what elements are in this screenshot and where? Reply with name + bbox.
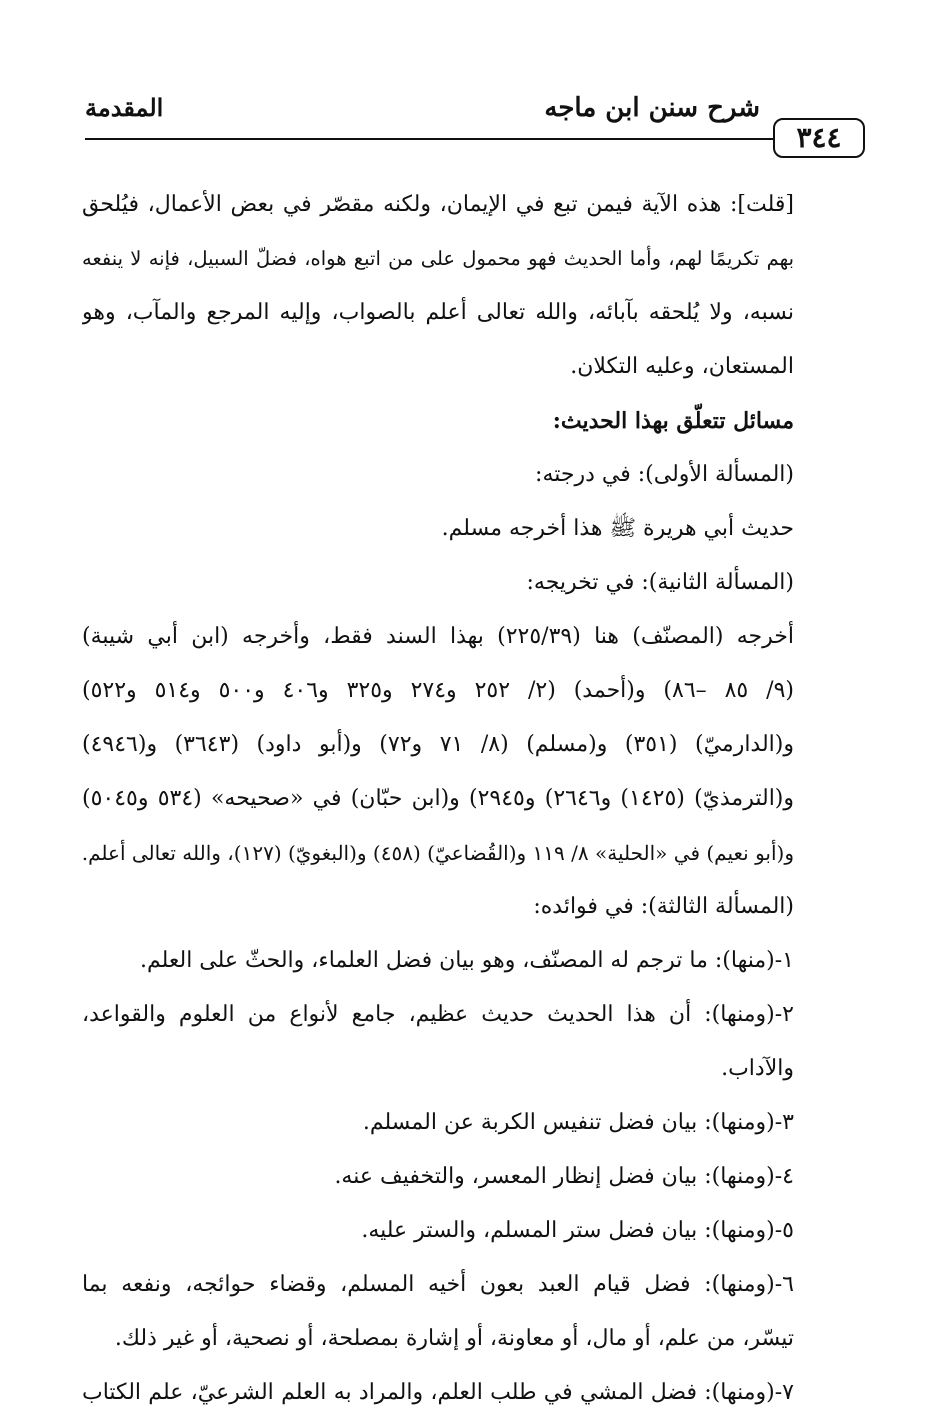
page-body xyxy=(82,178,794,1420)
list-item: ١-(منها): ما ترجم له المصنّف، وهو بيان فضل العلماء، والحثّ على العلم. xyxy=(139,948,794,973)
text-line: والآداب. xyxy=(721,1056,794,1081)
text-line: المستعان، وعليه التكلان. xyxy=(570,354,794,379)
list-item: ٦-(ومنها): فضل قيام العبد بعون أخيه المسلم، وقضاء حوائجه، ونفعه بما xyxy=(82,1272,794,1297)
section-heading: مسائل تتعلّق بهذا الحديث: xyxy=(552,408,794,434)
page-number: ٣٤٤ xyxy=(773,118,865,158)
list-item: ٧-(ومنها): فضل المشي في طلب العلم، والمراد به العلم الشرعيّ، علم الكتاب xyxy=(82,1380,794,1405)
text-line: و(الترمذيّ) (١٤٢٥) و٢٦٤٦) و٢٩٤٥) و(ابن حبّان) في «صحيحه» (٥٣٤ و٥٠٤٥) xyxy=(82,786,794,811)
text-line: و(الدارميّ) (٣٥١) و(مسلم) (٨/ ٧١ و٧٢) و(أبو داود) (٣٦٤٣) و(٤٩٤٦) xyxy=(82,732,794,757)
issue-heading: (المسألة الثانية): في تخريجه: xyxy=(526,570,794,595)
text-line: بهم تكريمًا لهم، وأما الحديث فهو محمول على من اتبع هواه، فضلّ السبيل، فإنه لا ينفعه xyxy=(82,247,794,270)
issue-heading: (المسألة الأولى): في درجته: xyxy=(535,462,794,487)
text-line: و(أبو نعيم) في «الحلية» ٨/ ١١٩ و(القُضاعيّ) (٤٥٨) و(البغويّ) (١٢٧)، والله تعالى أعلم. xyxy=(82,841,794,865)
list-item: ٥-(ومنها): بيان فضل ستر المسلم، والستر عليه. xyxy=(361,1218,794,1243)
text-line: [قلت]: هذه الآية فيمن تبع في الإيمان، ولكنه مقصّر في بعض الأعمال، فيُلحق xyxy=(82,192,794,217)
text-line: نسبه، ولا يُلحقه بآبائه، والله تعالى أعلم بالصواب، وإليه المرجع والمآب، وهو xyxy=(82,300,794,325)
issue-heading: (المسألة الثالثة): في فوائده: xyxy=(533,894,794,919)
text-line: حديث أبي هريرة ﷺ هذا أخرجه مسلم. xyxy=(441,516,794,541)
list-item: ٣-(ومنها): بيان فضل تنفيس الكربة عن المسلم. xyxy=(362,1110,794,1135)
text-line: أخرجه (المصنّف) هنا (٢٢٥/٣٩) بهذا السند فقط، وأخرجه (ابن أبي شيبة) xyxy=(82,624,794,649)
page-header xyxy=(85,88,865,160)
list-item: ٢-(ومنها): أن هذا الحديث حديث عظيم، جامع لأنواع من العلوم والقواعد، xyxy=(82,1002,794,1027)
section-title: المقدمة xyxy=(85,93,164,122)
list-item: ٤-(ومنها): بيان فضل إنظار المعسر، والتخفيف عنه. xyxy=(334,1164,794,1189)
book-title: شرح سنن ابن ماجه xyxy=(544,93,760,123)
header-rule xyxy=(85,138,773,140)
text-line: تيسّر، من علم، أو مال، أو معاونة، أو إشارة بمصلحة، أو نصحية، أو غير ذلك. xyxy=(114,1326,794,1351)
text-line: (٩/ ٨٥ –٨٦) و(أحمد) (٢/ ٢٥٢ و٢٧٤ و٣٢٥ و٤٠٦ و٥٠٠ و٥١٤ و٥٢٢) xyxy=(82,678,794,703)
